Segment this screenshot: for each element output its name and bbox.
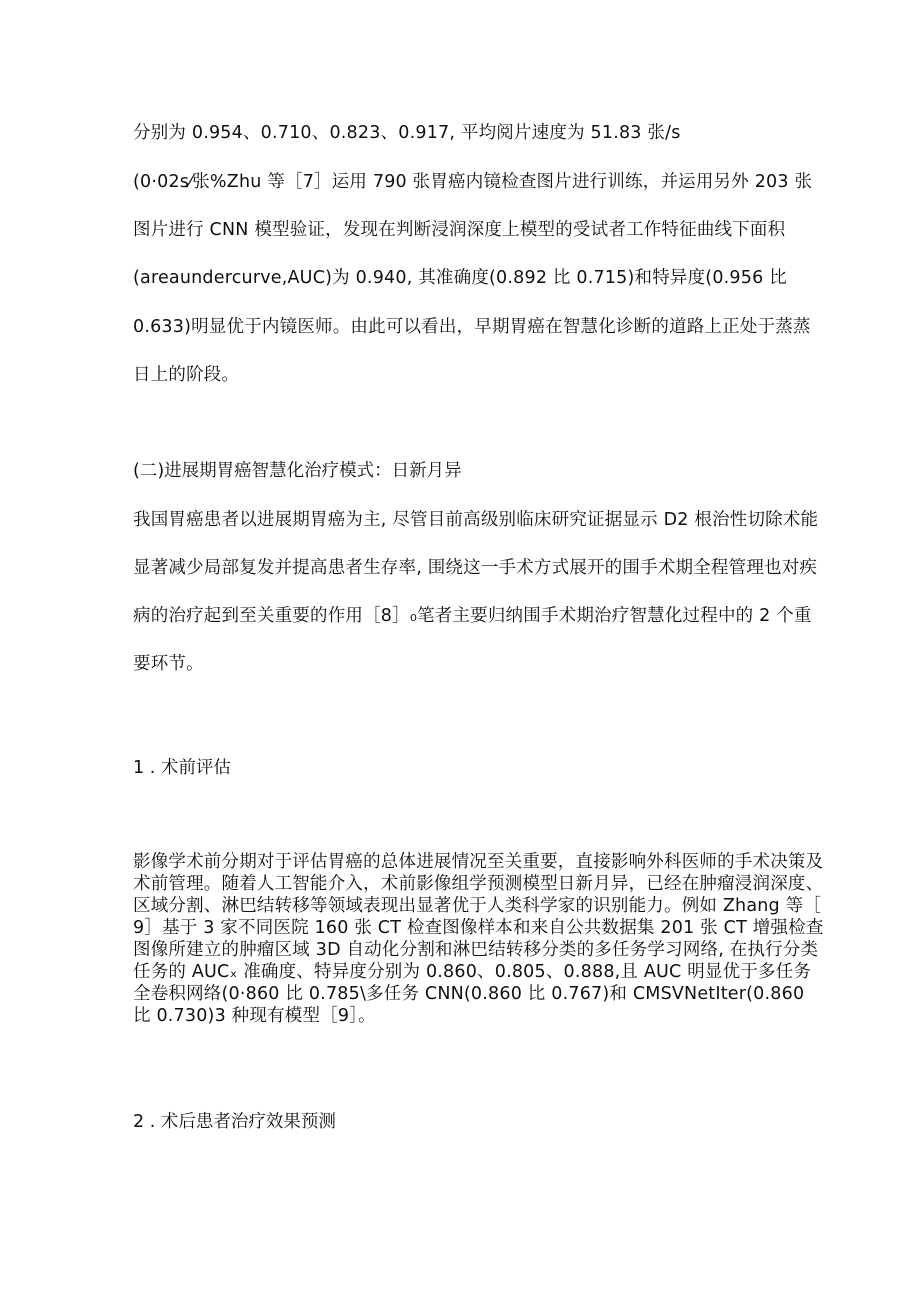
text-line: 全卷积网络(0·860 比 0.785\多任务 CNN(0.860 比 0.767)和 CMSVNetIter(0.860	[133, 984, 805, 1004]
text-line: 任务的 AUCₓ 准确度、特异度分别为 0.860、0.805、0.888,且 AUC 明显优于多任务	[133, 962, 812, 982]
text-line: 比 0.730)3 种现有模型［9］。	[133, 1006, 376, 1026]
subheading-preoperative-assessment: 1 . 术前评估	[133, 758, 231, 778]
text-line: 病的治疗起到至关重要的作用［8］₀笔者主要归纳围手术期治疗智慧化过程中的 2 个重	[133, 606, 812, 626]
section-heading: (二)进展期胃癌智慧化治疗模式：日新月异	[133, 461, 462, 481]
text-line: 图片进行 CNN 模型验证，发现在判断浸润深度上模型的受试者工作特征曲线下面积	[133, 220, 786, 240]
text-line: 我国胃癌患者以进展期胃癌为主, 尽管目前高级别临床研究证据显示 D2 根治性切除术能	[133, 510, 819, 530]
text-line: 要环节。	[133, 654, 204, 674]
text-line: 分别为 0.954、0.710、0.823、0.917, 平均阅片速度为 51.83 张/s	[133, 123, 681, 143]
text-line: 显著减少局部复发并提高患者生存率, 围绕这一手术方式展开的围手术期全程管理也对疾	[133, 558, 818, 578]
text-line: (areaundercurve,AUC)为 0.940, 其准确度(0.892 比 0.715)和特异度(0.956 比	[133, 268, 787, 288]
subheading-postoperative-prediction: 2 . 术后患者治疗效果预测	[133, 1112, 336, 1132]
text-line: (0·02s⁄张%Zhu 等［7］运用 790 张胃癌内镜检查图片进行训练，并运用另外 203 张	[133, 172, 813, 192]
text-line: 图像所建立的肿瘤区域 3D 自动化分割和淋巴结转移分类的多任务学习网络, 在执行分类	[133, 940, 819, 960]
text-line: 9］基于 3 家不同医院 160 张 CT 检查图像样本和来自公共数据集 201 张 CT 增强检查	[133, 918, 824, 938]
text-line: 影像学术前分期对于评估胃癌的总体进展情况至关重要，直接影响外科医师的手术决策及	[133, 852, 824, 872]
text-line: 0.633)明显优于内镜医师。由此可以看出，早期胃癌在智慧化诊断的道路上正处于蒸蒸	[133, 317, 811, 337]
text-line: 日上的阶段。	[133, 365, 240, 385]
text-line: 区域分割、淋巴结转移等领域表现出显著优于人类科学家的识别能力。例如 Zhang 等［	[133, 896, 822, 916]
text-line: 术前管理。随着人工智能介入，术前影像组学预测模型日新月异，已经在肿瘤浸润深度、	[133, 874, 824, 894]
